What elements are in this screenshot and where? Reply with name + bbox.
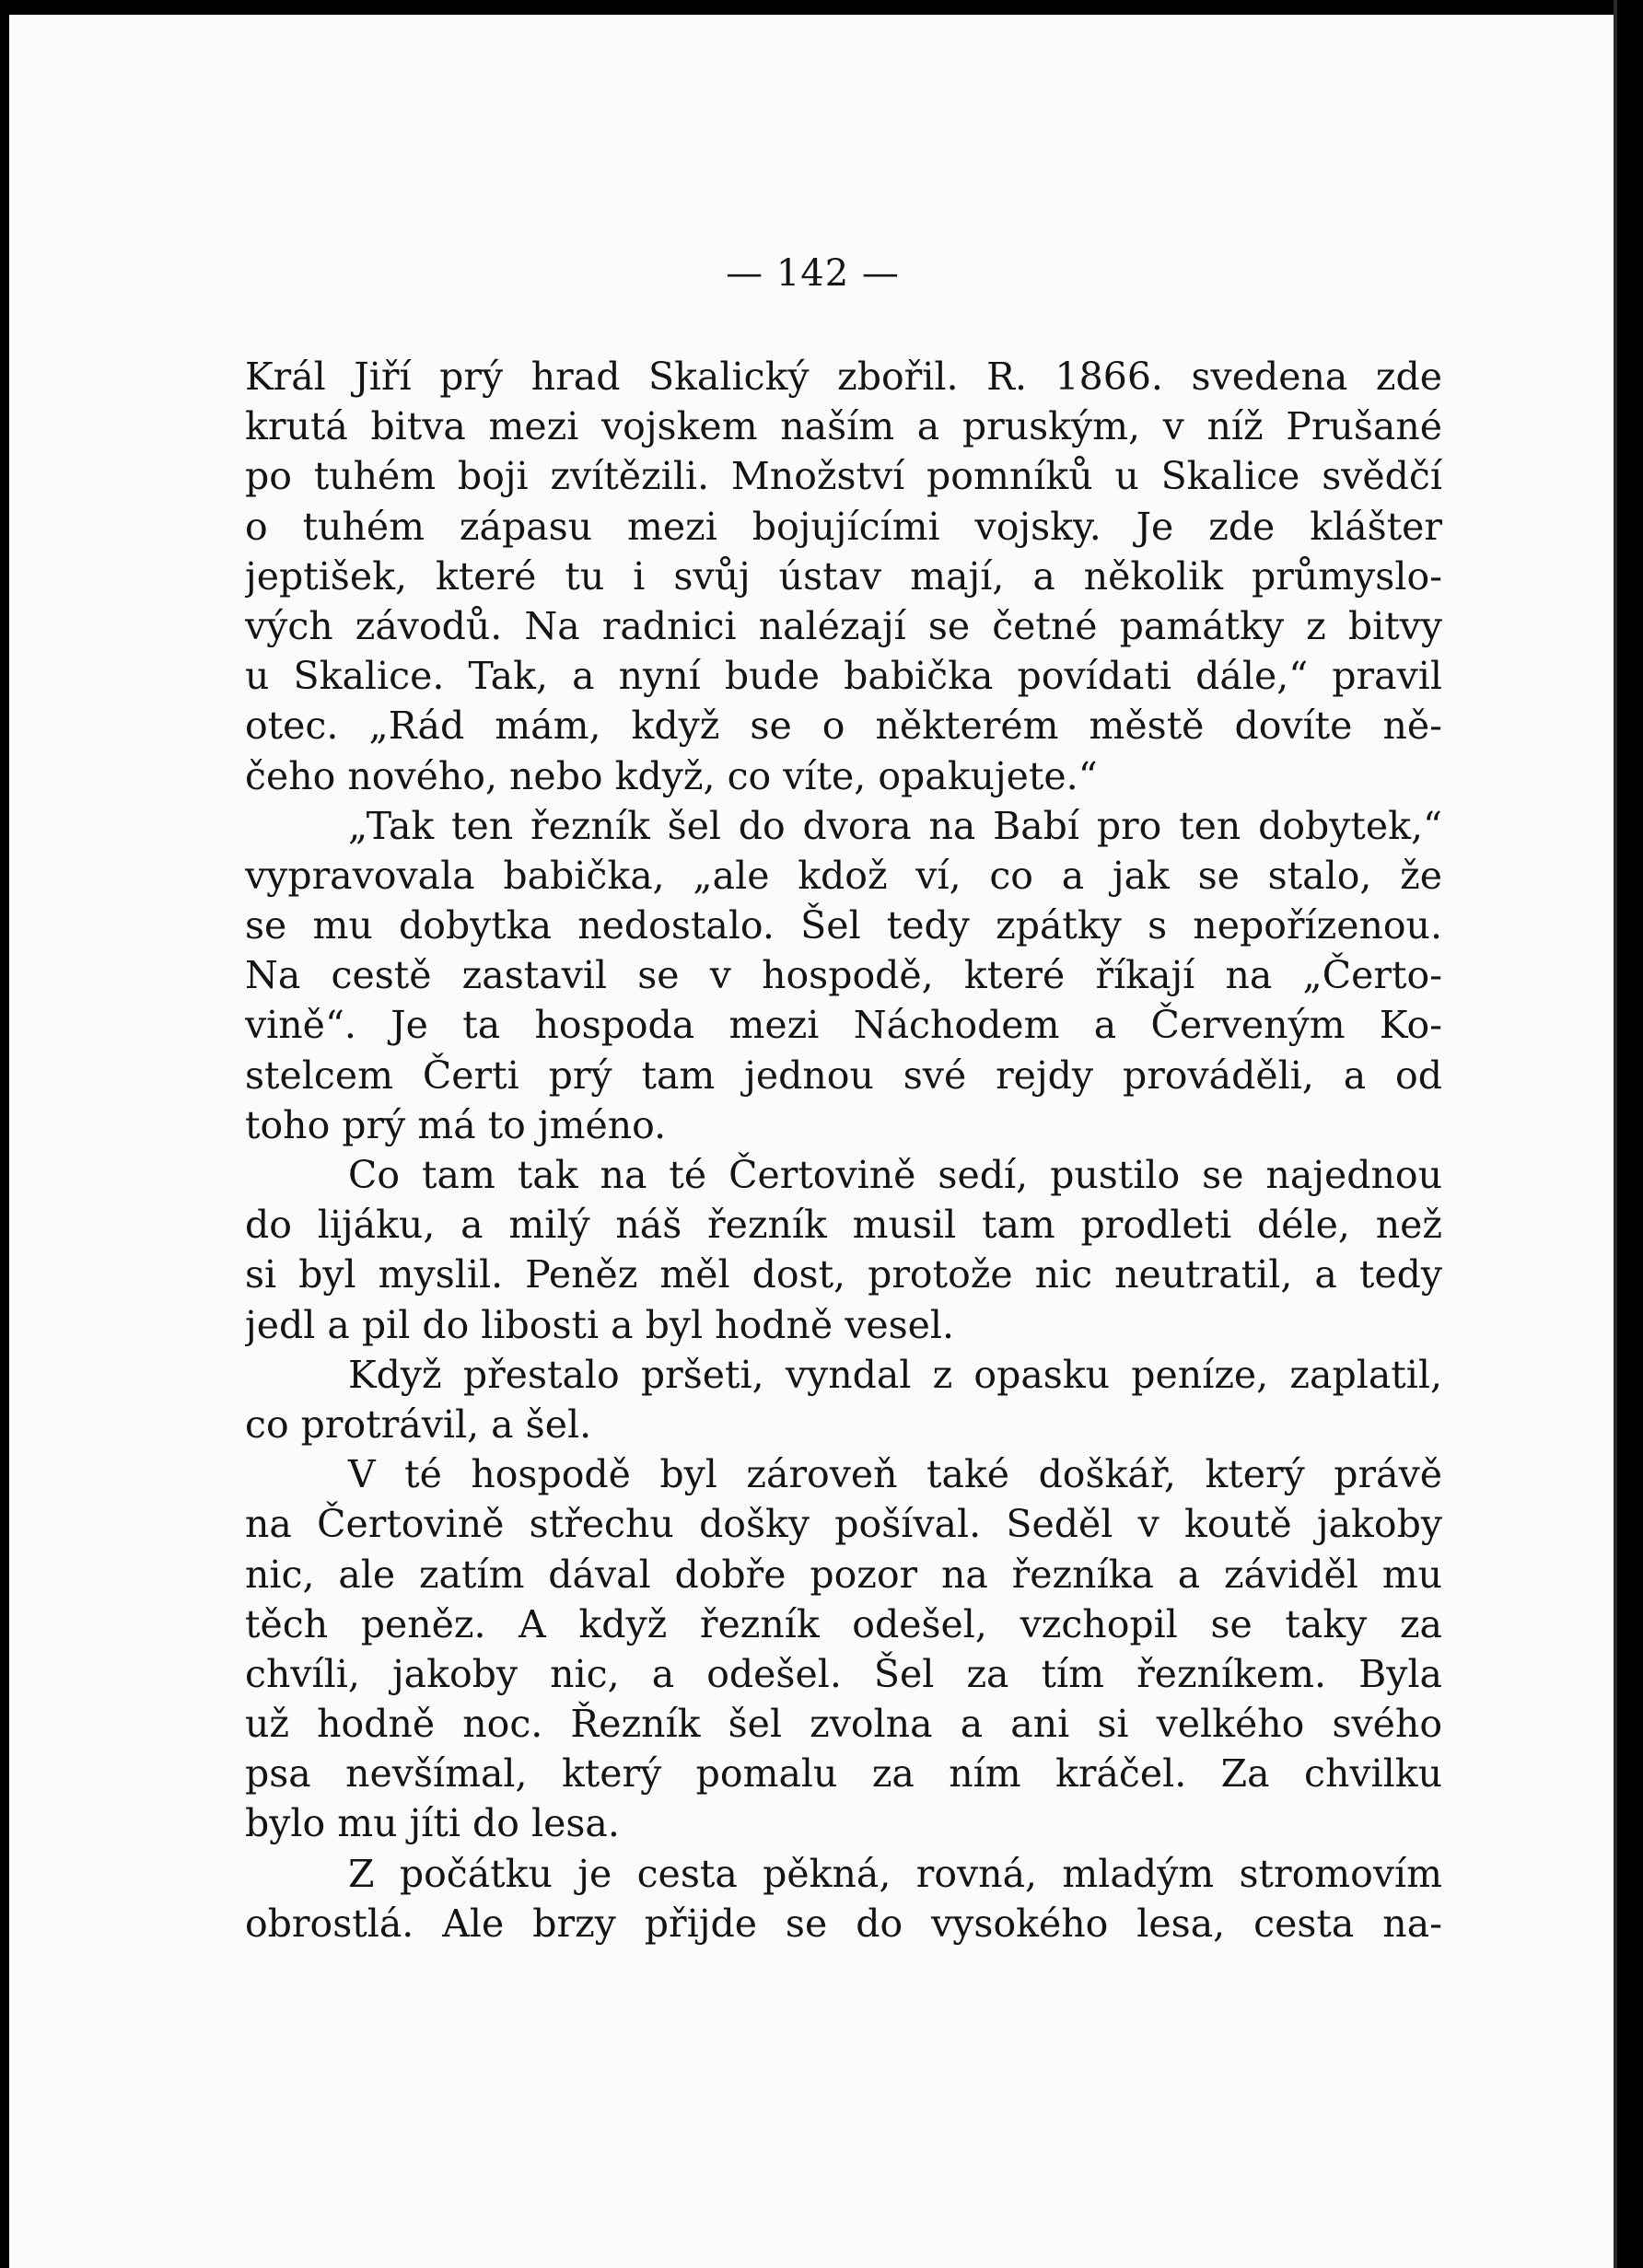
text-line: na Čertovině střechu došky pošíval. Seděl v koutě jakoby — [245, 1502, 1442, 1547]
text-line: vině“. Je ta hospoda mezi Náchodem a Červeným Ko- — [245, 1003, 1442, 1048]
text-line: obrostlá. Ale brzy přijde se do vysokého lesa, cesta na- — [245, 1901, 1442, 1946]
text-line: chvíli, jakoby nic, a odešel. Šel za tím řezníkem. Byla — [245, 1651, 1442, 1696]
text-line: o tuhém zápasu mezi bojujícími vojsky. Je zde klášter — [245, 504, 1442, 549]
text-line: stelcem Čerti prý tam jednou své rejdy prováděli, a od — [245, 1053, 1442, 1098]
text-line: vypravovala babička, „ale kdož ví, co a jak se stalo, že — [245, 853, 1442, 898]
text-line: Když přestalo pršeti, vyndal z opasku peníze, zaplatil, — [348, 1352, 1442, 1397]
text-line: Z počátku je cesta pěkná, rovná, mladým stromovím — [348, 1851, 1442, 1896]
text-line: u Skalice. Tak, a nyní bude babička povídati dále,“ pravil — [245, 654, 1442, 699]
text-line: bylo mu jíti do lesa. — [245, 1801, 620, 1846]
text-line: se mu dobytka nedostalo. Šel tedy zpátky s nepořízenou. — [245, 903, 1442, 948]
text-line: po tuhém boji zvítězili. Množství pomníků u Skalice svědčí — [245, 454, 1442, 499]
text-line: si byl myslil. Peněz měl dost, protože nic neutratil, a tedy — [245, 1252, 1442, 1297]
text-line: Na cestě zastavil se v hospodě, které říkají na „Čerto- — [245, 953, 1442, 998]
text-line: Král Jiří prý hrad Skalický zbořil. R. 1866. svedena zde — [245, 355, 1442, 399]
page-number: — 142 — — [726, 252, 900, 295]
scan-edge — [1614, 0, 1617, 2268]
text-line: čeho nového, nebo když, co víte, opakujete.“ — [245, 753, 1098, 798]
text-line: těch peněz. A když řezník odešel, vzchopil se taky za — [245, 1601, 1442, 1646]
text-line: už hodně noc. Řezník šel zvolna a ani si velkého svého — [245, 1702, 1442, 1747]
book-page — [9, 15, 1616, 2268]
text-line: otec. „Rád mám, když se o některém městě dovíte ně- — [245, 704, 1442, 749]
text-line: do lijáku, a milý náš řezník musil tam prodleti déle, než — [245, 1203, 1442, 1248]
text-line: krutá bitva mezi vojskem naším a pruským, v níž Prušané — [245, 404, 1442, 449]
text-line: nic, ale zatím dával dobře pozor na řezníka a záviděl mu — [245, 1552, 1442, 1597]
text-line: „Tak ten řezník šel do dvora na Babí pro ten dobytek,“ — [348, 803, 1442, 848]
text-line: jeptišek, které tu i svůj ústav mají, a několik průmyslo- — [245, 553, 1442, 599]
text-line: psa nevšímal, který pomalu za ním kráčel. Za chvilku — [245, 1751, 1442, 1797]
text-line: vých závodů. Na radnici nalézají se četné památky z bitvy — [245, 603, 1442, 648]
text-line: V té hospodě byl zároveň také doškář, který právě — [348, 1452, 1442, 1497]
text-line: Co tam tak na té Čertovině sedí, pustilo se najednou — [348, 1153, 1442, 1197]
text-line: toho prý má to jméno. — [245, 1102, 667, 1147]
text-line: jedl a pil do libosti a byl hodně vesel. — [245, 1302, 955, 1347]
body-text — [245, 352, 1442, 1948]
text-line: co protrávil, a šel. — [245, 1402, 592, 1447]
